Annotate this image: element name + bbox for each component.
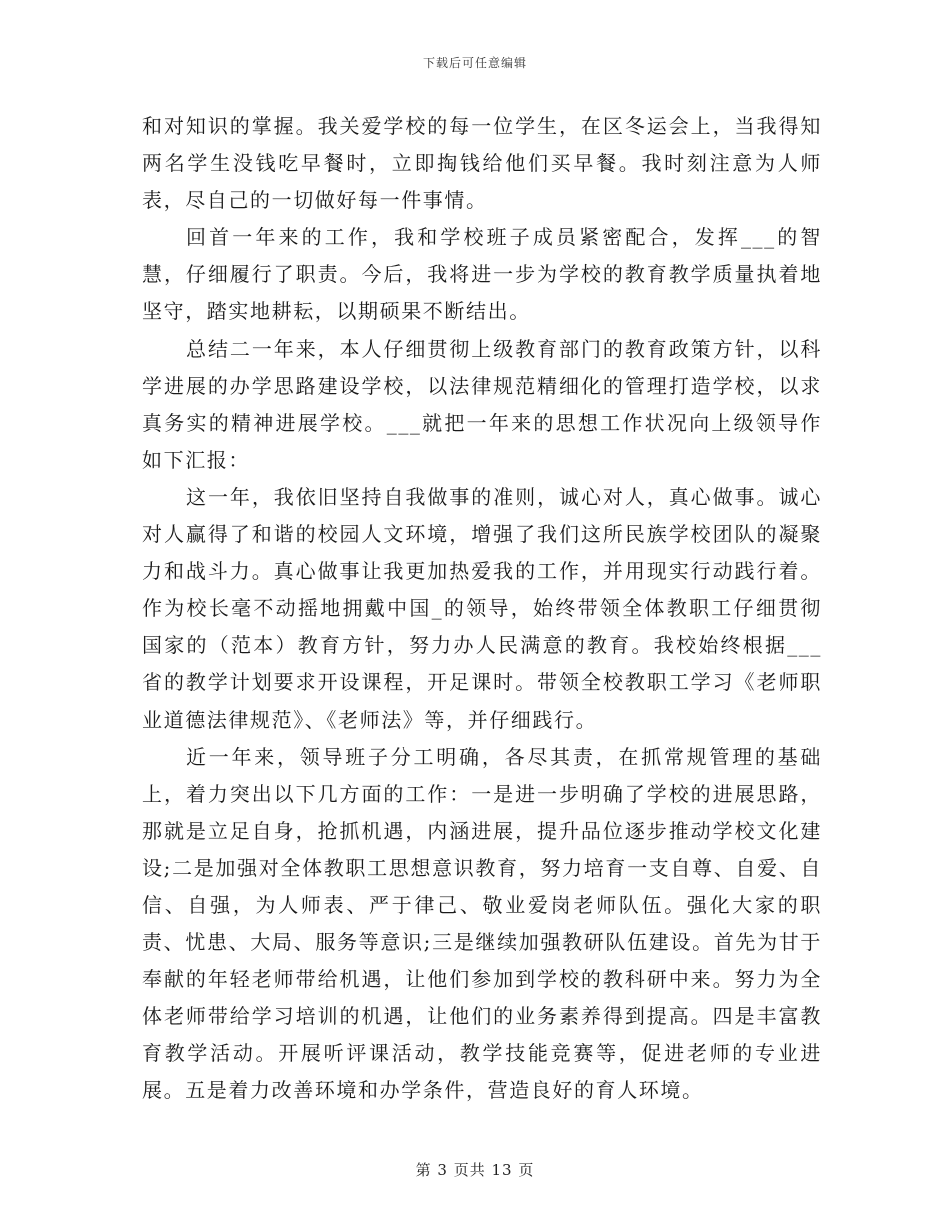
page-footer: 第 3 页共 13 页 bbox=[415, 1161, 535, 1179]
document-body bbox=[142, 108, 822, 1110]
paragraph-continued: 和对知识的掌握。我关爱学校的每一位学生，在区冬运会上，当我得知两名学生没钱吃早餐时，立即掏钱给他们买早餐。我时刻注意为人师表，尽自己的一切做好每一件事情。 bbox=[142, 114, 822, 213]
paragraph-summary: 总结二一年来，本人仔细贯彻上级教育部门的教育政策方针，以科学进展的办学思路建设学校，以法律规范精细化的管理打造学校，以求真务实的精神进展学校。___就把一年来的思想工作状况向上级领导作如下汇报： bbox=[142, 336, 822, 472]
paragraph-this-year: 这一年，我依旧坚持自我做事的准则，诚心对人，真心做事。诚心对人赢得了和谐的校园人文环境，增强了我们这所民族学校团队的凝聚力和战斗力。真心做事让我更加热爱我的工作，并用现实行动践行着。作为校长毫不动摇地拥戴中国_的领导，始终带领全体教职工仔细贯彻国家的（范本）教育方针，努力办人民满意的教育。我校始终根据___省的教学计划要求开设课程，开足课时。带领全校教职工学习《老师职业道德法律规范》、《老师法》等，并仔细践行。 bbox=[142, 484, 822, 732]
page-header: 下载后可任意编辑 bbox=[422, 56, 527, 70]
paragraph-leadership: 近一年来，领导班子分工明确，各尽其责，在抓常规管理的基础上，着力突出以下几方面的工作：一是进一步明确了学校的进展思路，那就是立足自身，抢抓机遇，内涵进展，提升品位逐步推动学校文化建设;二是加强对全体教职工思想意识教育，努力培育一支自尊、自爱、自信、自强，为人师表、严于律己、敬业爱岗老师队伍。强化大家的职责、忧患、大局、服务等意识;三是继续加强教研队伍建设。首先为甘于奉献的年轻老师带给机遇，让他们参加到学校的教科研中来。努力为全体老师带给学习培训的机遇，让他们的业务素养得到提高。四是丰富教育教学活动。开展听评课活动，教学技能竞赛等，促进老师的专业进展。五是着力改善环境和办学条件，营造良好的育人环境。 bbox=[142, 744, 822, 1103]
paragraph-review: 回首一年来的工作，我和学校班子成员紧密配合，发挥___的智慧，仔细履行了职责。今后，我将进一步为学校的教育教学质量执着地坚守，踏实地耕耘，以期硕果不断结出。 bbox=[142, 225, 822, 324]
